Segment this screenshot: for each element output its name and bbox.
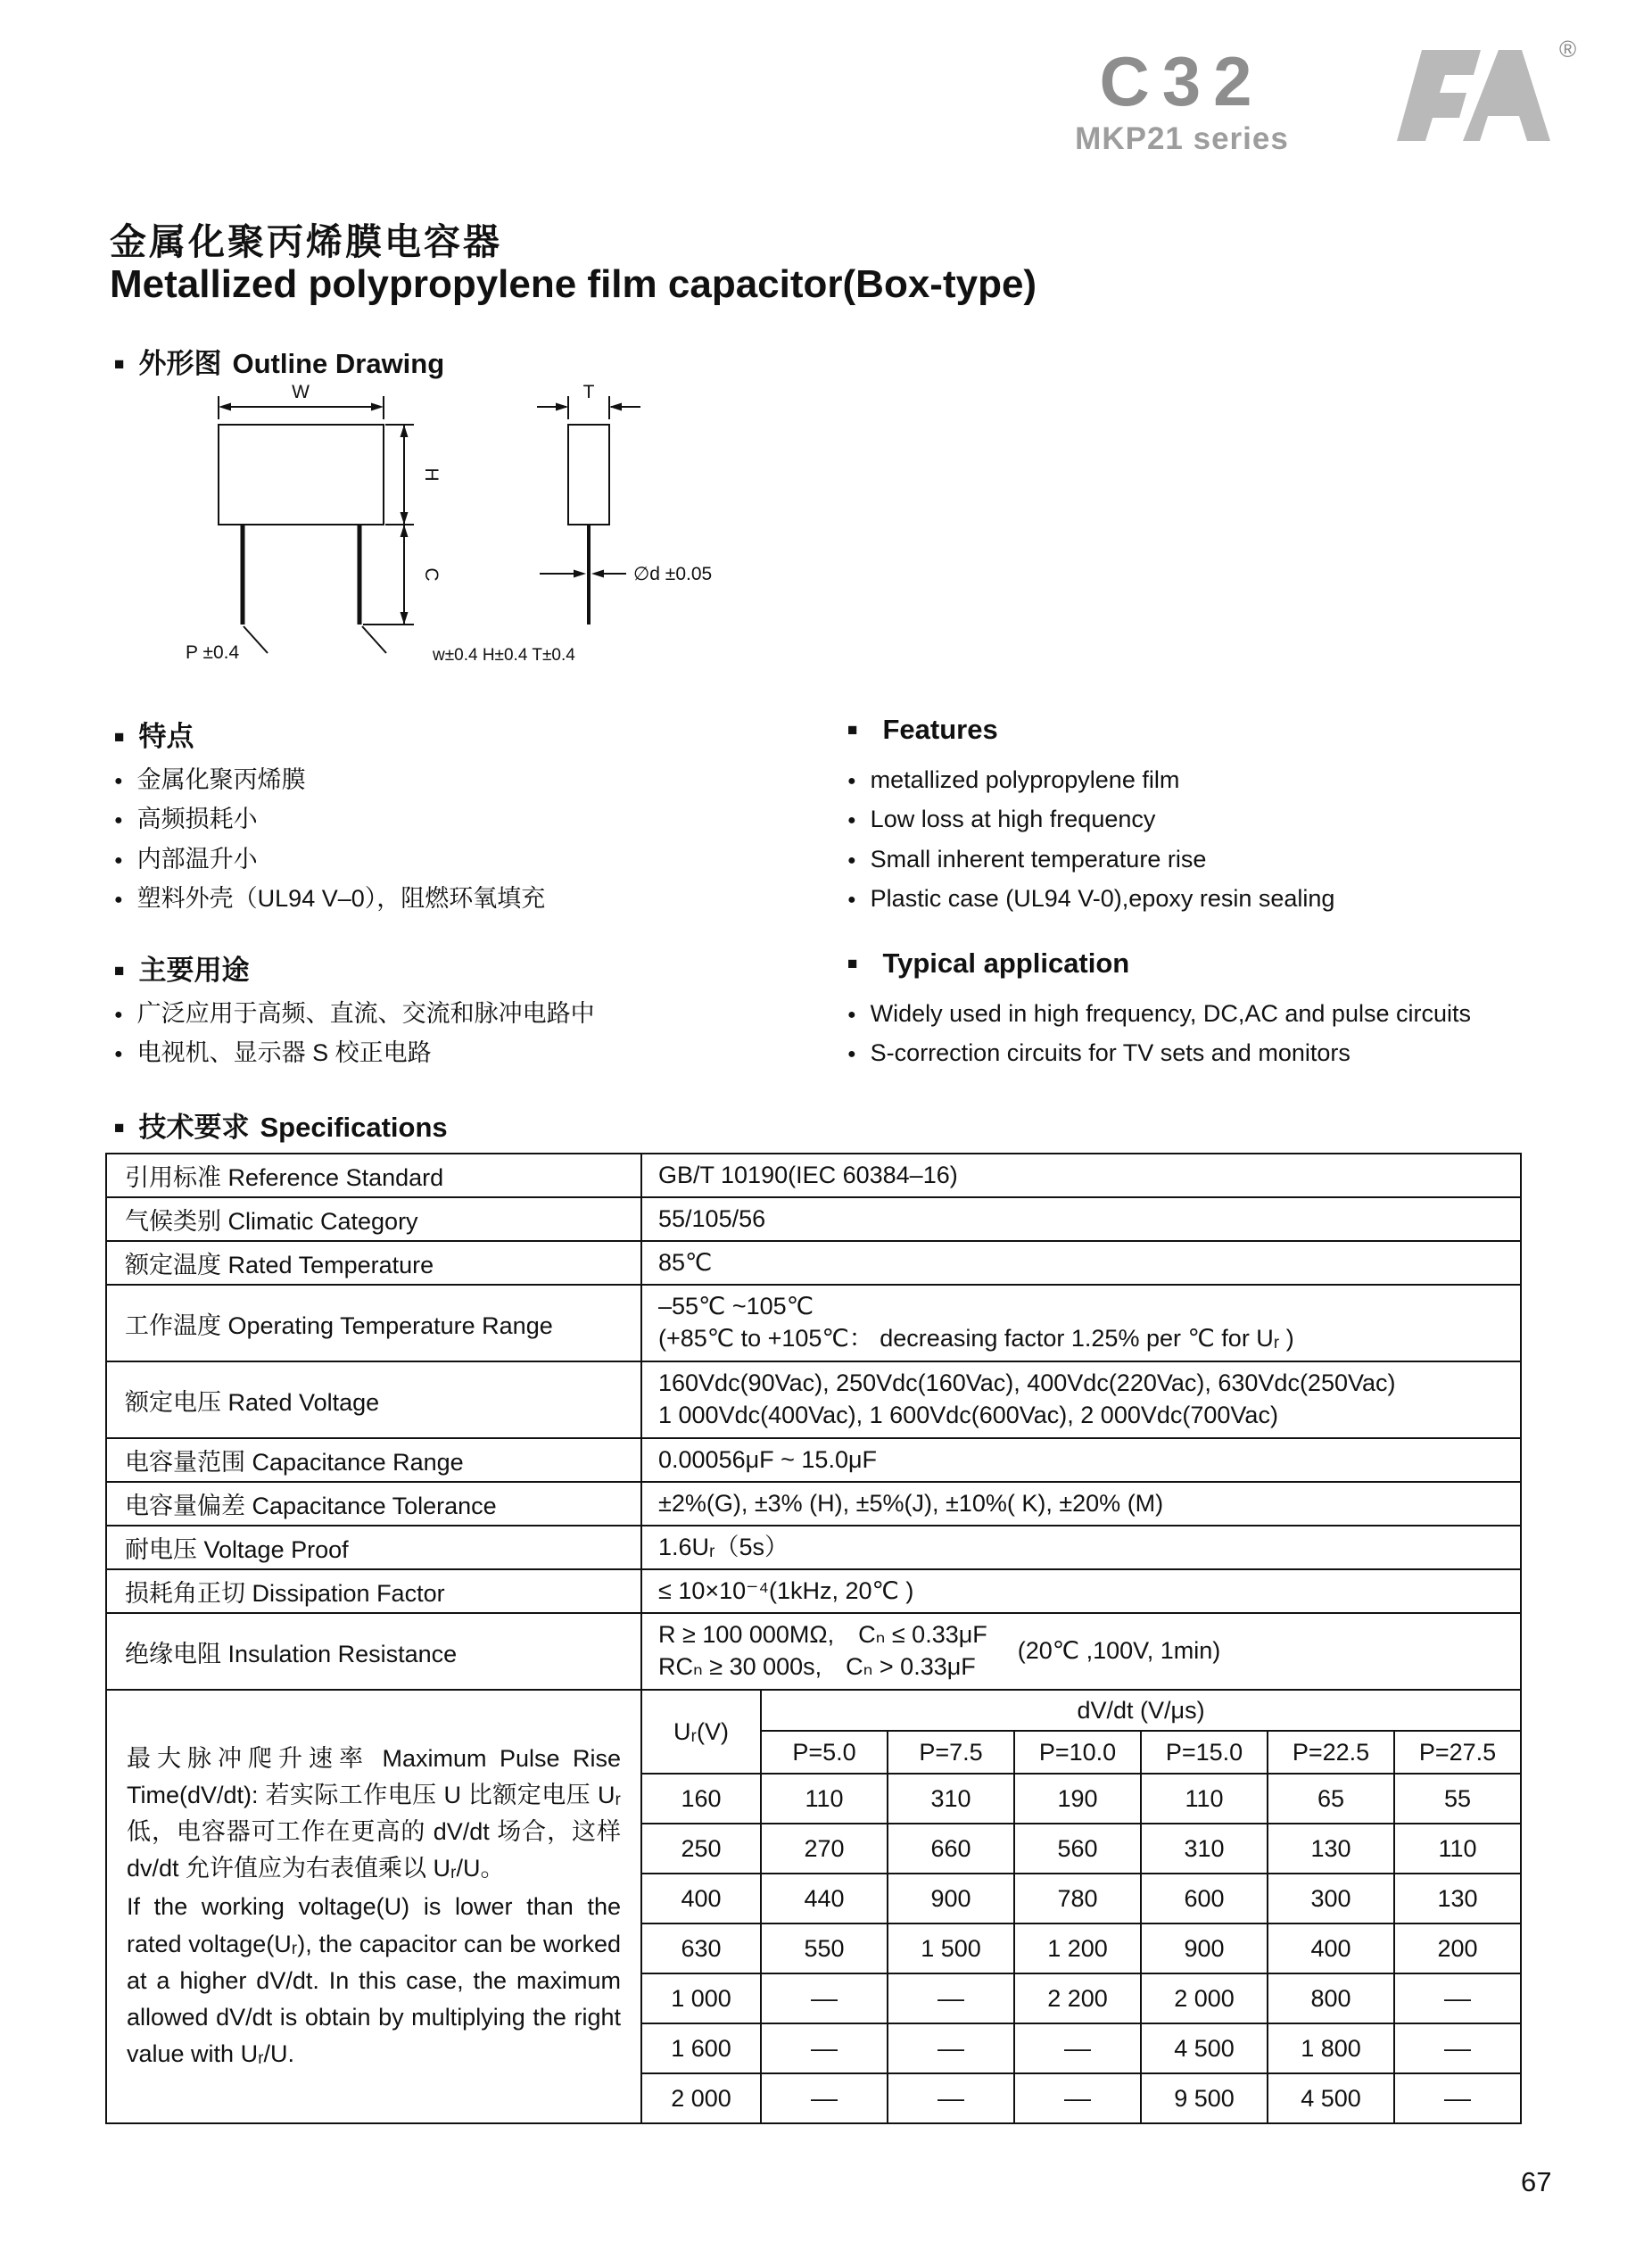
spec-value: 55/105/56	[641, 1197, 1521, 1241]
spec-label: 损耗角正切 Dissipation Factor	[106, 1569, 641, 1613]
spec-value: 0.00056μF ~ 15.0μF	[641, 1438, 1521, 1482]
series-code: C32	[1099, 42, 1265, 120]
pulse-cell-value: ––	[761, 1973, 888, 2023]
bullet-icon: ●	[114, 1047, 123, 1063]
pulse-col-header: P=5.0	[761, 1731, 888, 1774]
pulse-cell-value: 2 200	[1014, 1973, 1141, 2023]
bullet-icon: ●	[847, 891, 856, 907]
pulse-cell-value: 600	[1141, 1874, 1268, 1923]
pulse-cell-value: 400	[1268, 1923, 1394, 1973]
table-row	[106, 1197, 1521, 1241]
outline-section-heading	[114, 341, 444, 381]
list-item: ● 内部温升小	[114, 845, 258, 873]
pulse-cell-value: 900	[888, 1874, 1014, 1923]
registered-trademark-icon: ®	[1559, 36, 1577, 62]
spec-value: GB/T 10190(IEC 60384–16)	[641, 1154, 1521, 1197]
spec-label: 额定电压 Rated Voltage	[106, 1361, 641, 1438]
pulse-cell-value: 110	[761, 1774, 888, 1824]
pulse-cell-value: 300	[1268, 1874, 1394, 1923]
pulse-cell-value: 190	[1014, 1774, 1141, 1824]
features-heading-zh: ■ 特点	[114, 721, 194, 752]
pulse-cell-value: 630	[641, 1923, 761, 1973]
dim-label-t: T	[582, 382, 595, 402]
pulse-cell-value: 9 500	[1141, 2073, 1268, 2123]
bullet-icon: ●	[114, 774, 123, 789]
pulse-cell-value: 270	[761, 1824, 888, 1874]
spec-label: 额定温度 Rated Temperature	[106, 1241, 641, 1285]
bullet-icon: ●	[847, 1007, 856, 1022]
pulse-cell-value: 800	[1268, 1973, 1394, 2023]
pulse-cell-value: ––	[1394, 1973, 1521, 2023]
application-list-zh	[114, 994, 828, 1073]
table-row	[106, 1361, 1521, 1438]
spec-value: –55℃ ~105℃ (+85℃ to +105℃： decreasing factor 1.25% per ℃ for Uᵣ )	[641, 1285, 1521, 1361]
bullet-icon: ●	[847, 774, 856, 789]
dim-tolerances: w±0.4 H±0.4 T±0.4	[433, 646, 575, 665]
pulse-cell-value: ––	[888, 1973, 1014, 2023]
dim-label-c: C	[421, 567, 442, 582]
brand-block	[1026, 42, 1338, 157]
section-marker-icon: ■	[847, 955, 858, 973]
features-list-en	[847, 760, 1615, 918]
specifications-table	[105, 1153, 1522, 2124]
pulse-cell-value: ––	[761, 2073, 888, 2123]
table-row	[106, 1569, 1521, 1613]
section-marker-icon: ■	[114, 728, 125, 747]
outline-heading-en: Outline Drawing	[232, 348, 445, 379]
pulse-ur-header: Uᵣ(V)	[641, 1690, 761, 1774]
pulse-cell-value: ––	[761, 2023, 888, 2073]
section-marker-icon: ■	[114, 355, 125, 374]
pulse-cell-value: 4 500	[1268, 2073, 1394, 2123]
page-title-zh: 金属化聚丙烯膜电容器	[110, 221, 502, 262]
application-list-en	[847, 994, 1650, 1073]
table-row	[106, 1285, 1521, 1361]
pulse-cell-value: 1 200	[1014, 1923, 1141, 1973]
table-row	[106, 1613, 1521, 1690]
bullet-icon: ●	[847, 813, 856, 829]
dim-label-w: W	[292, 382, 310, 402]
spec-value: R ≥ 100 000MΩ, Cₙ ≤ 0.33μF RCₙ ≥ 30 000s, Cₙ > 0.33μF (20℃ ,100V, 1min)	[641, 1613, 1521, 1690]
list-item: ● 金属化聚丙烯膜	[114, 766, 306, 793]
specifications-table-wrap	[105, 1153, 1520, 2124]
spec-value: ±2%(G), ±3% (H), ±5%(J), ±10%( K), ±20% (M)	[641, 1482, 1521, 1526]
spec-label: 引用标准 Reference Standard	[106, 1154, 641, 1197]
section-marker-icon: ■	[114, 962, 125, 980]
pulse-cell-value: 400	[641, 1874, 761, 1923]
pulse-cell-value: 130	[1268, 1824, 1394, 1874]
bullet-icon: ●	[114, 1007, 123, 1022]
bullet-icon: ●	[114, 813, 123, 829]
insulation-note: (20℃ ,100V, 1min)	[1017, 1637, 1221, 1665]
pulse-col-header: P=22.5	[1268, 1731, 1394, 1774]
section-marker-icon: ■	[847, 721, 858, 740]
spec-value: ≤ 10×10⁻⁴(1kHz, 20℃ )	[641, 1569, 1521, 1613]
spec-value: 85℃	[641, 1241, 1521, 1285]
pulse-cell-value: 110	[1141, 1774, 1268, 1824]
pulse-cell-value: 1 800	[1268, 2023, 1394, 2073]
pulse-col-header: P=10.0	[1014, 1731, 1141, 1774]
pulse-col-header: P=15.0	[1141, 1731, 1268, 1774]
application-heading-en: ■ Typical application	[847, 947, 1130, 979]
spec-value: 160Vdc(90Vac), 250Vdc(160Vac), 400Vdc(220Vac), 630Vdc(250Vac) 1 000Vdc(400Vac), 1 600Vdc(600Vac), 2 000Vdc(700Vac)	[641, 1361, 1521, 1438]
features-heading-en: ■ Features	[847, 714, 998, 745]
spec-label: 电容量偏差 Capacitance Tolerance	[106, 1482, 641, 1526]
pulse-cell-value: 2 000	[641, 2073, 761, 2123]
dim-label-p: P ±0.4	[186, 642, 240, 663]
table-row	[106, 1154, 1521, 1197]
pulse-col-header: P=27.5	[1394, 1731, 1521, 1774]
pulse-cell-value: ––	[1014, 2023, 1141, 2073]
pulse-cell-value: 780	[1014, 1874, 1141, 1923]
pulse-cell-value: 160	[641, 1774, 761, 1824]
features-list-zh	[114, 760, 810, 918]
section-marker-icon: ■	[114, 1119, 125, 1138]
pulse-cell-value: 310	[1141, 1824, 1268, 1874]
list-item: ● 高频损耗小	[114, 806, 258, 833]
pulse-cell-value: 900	[1141, 1923, 1268, 1973]
table-row	[106, 1482, 1521, 1526]
list-item: ● Widely used in high frequency, DC,AC and pulse circuits	[847, 1000, 1471, 1027]
bullet-icon: ●	[847, 1047, 856, 1063]
pulse-dvdt-header: dV/dt (V/μs)	[761, 1690, 1521, 1731]
dim-label-h: H	[421, 467, 442, 482]
table-row	[106, 1241, 1521, 1285]
pulse-cell-value: 1 500	[888, 1923, 1014, 1973]
list-item: ● Plastic case (UL94 V-0),epoxy resin sealing	[847, 884, 1335, 912]
pulse-cell-value: ––	[888, 2073, 1014, 2123]
pulse-cell-value: ––	[1394, 2023, 1521, 2073]
page-number: 67	[1521, 2166, 1552, 2197]
pulse-cell-value: 65	[1268, 1774, 1394, 1824]
list-item: ● Low loss at high frequency	[847, 806, 1156, 833]
spec-label: 工作温度 Operating Temperature Range	[106, 1285, 641, 1361]
bullet-icon: ●	[114, 852, 123, 868]
outline-heading-zh: 外形图	[138, 348, 222, 379]
pulse-cell-value: 110	[1394, 1824, 1521, 1874]
table-row	[106, 1526, 1521, 1569]
bullet-icon: ●	[847, 852, 856, 868]
pulse-cell-value: ––	[1014, 2073, 1141, 2123]
pulse-cell-value: 1 000	[641, 1973, 761, 2023]
application-heading-zh: ■ 主要用途	[114, 955, 250, 986]
series-name: MKP21 series	[1075, 121, 1289, 156]
spec-label: 耐电压 Voltage Proof	[106, 1526, 641, 1569]
list-item: ● Small inherent temperature rise	[847, 845, 1207, 873]
pulse-cell-value: ––	[1394, 2073, 1521, 2123]
capacitor-body-front	[219, 425, 384, 525]
pulse-cell-value: ––	[888, 2023, 1014, 2073]
bullet-icon: ●	[114, 891, 123, 907]
pulse-cell-value: 560	[1014, 1824, 1141, 1874]
specifications-heading: ■ 技术要求 Specifications	[114, 1112, 448, 1143]
pulse-cell-value: 200	[1394, 1923, 1521, 1973]
list-item: ● metallized polypropylene film	[847, 766, 1180, 793]
list-item: ● 广泛应用于高频、直流、交流和脉冲电路中	[114, 1000, 595, 1027]
table-row	[106, 1438, 1521, 1482]
pulse-cell-value: 2 000	[1141, 1973, 1268, 2023]
page-title-en: Metallized polypropylene film capacitor(Box-type)	[110, 262, 1037, 306]
table-row	[106, 1690, 1521, 1731]
pulse-description: 最大脉冲爬升速率 Maximum Pulse Rise Time(dV/dt): 若实际工作电压 U 比额定电压 Uᵣ 低，电容器可工作在更高的 dV/dt 场合，这样 dv/dt 允许值应为右表值乘以 Uᵣ/U。 If the working voltage(U) is lower than the rated voltage(Uᵣ), the capacitor can be worked at a higher dV/dt. In this case, the maximum allowed dV/dt is obtain by multiplying the right value with Uᵣ/U.	[106, 1690, 641, 2123]
capacitor-body-side	[568, 425, 609, 525]
pulse-col-header: P=7.5	[888, 1731, 1014, 1774]
list-item: ● S-correction circuits for TV sets and monitors	[847, 1039, 1351, 1067]
outline-drawing	[134, 382, 865, 681]
spec-label: 绝缘电阻 Insulation Resistance	[106, 1613, 641, 1690]
list-item: ● 塑料外壳（UL94 V–0），阻燃环氧填充	[114, 884, 546, 912]
list-item: ● 电视机、显示器 S 校正电路	[114, 1039, 432, 1067]
spec-label: 电容量范围 Capacitance Range	[106, 1438, 641, 1482]
spec-value: 1.6Uᵣ（5s）	[641, 1526, 1521, 1569]
brand-logo-icon	[1381, 41, 1550, 153]
pulse-cell-value: 310	[888, 1774, 1014, 1824]
pulse-cell-value: 130	[1394, 1874, 1521, 1923]
pulse-cell-value: 550	[761, 1923, 888, 1973]
pulse-cell-value: 660	[888, 1824, 1014, 1874]
pulse-cell-value: 1 600	[641, 2023, 761, 2073]
pulse-cell-value: 55	[1394, 1774, 1521, 1824]
spec-label: 气候类别 Climatic Category	[106, 1197, 641, 1241]
dim-label-d: ∅d ±0.05	[633, 564, 713, 584]
pulse-cell-value: 440	[761, 1874, 888, 1923]
pulse-cell-value: 4 500	[1141, 2023, 1268, 2073]
pulse-cell-value: 250	[641, 1824, 761, 1874]
